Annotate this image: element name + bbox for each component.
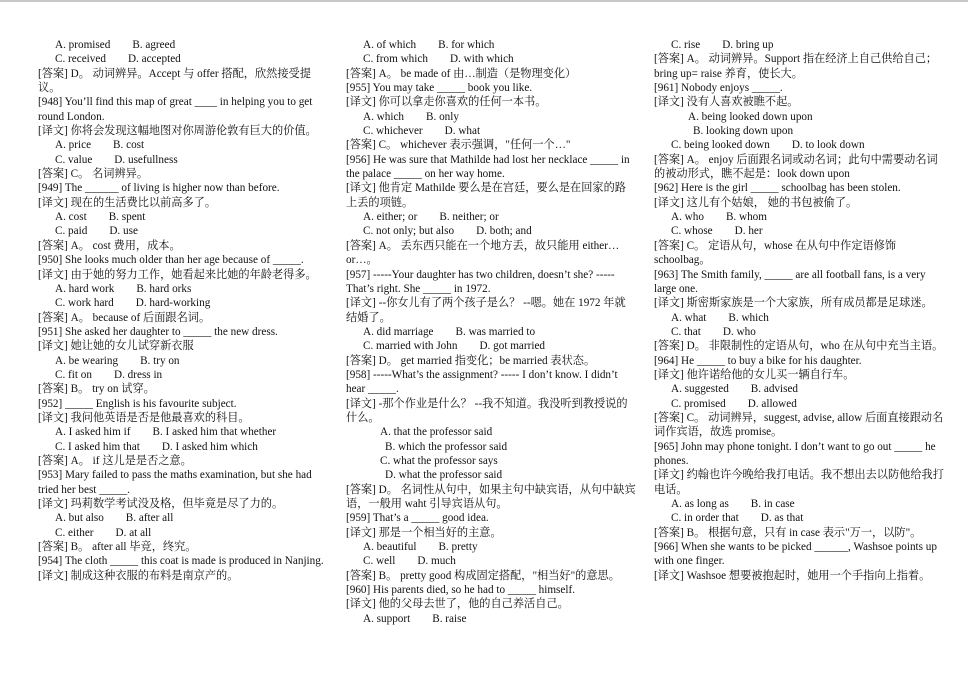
answer-option: B. cost [113,139,145,152]
translation-text: [译文] 他的父母去世了，他的自己养活自己。 [346,598,569,611]
answer-explanation: [答案] B。 after all 毕竞，终究。 [38,541,197,554]
answer-option: B. was married to [455,325,536,338]
option-row [38,511,328,525]
answer-option: C. well [363,555,396,568]
answer-option: C. promised [671,397,726,410]
answer-option: C. paid [55,225,88,238]
answer-option: A. did marriage [363,325,434,338]
answer-option: A. suggested [671,383,729,396]
answer-explanation: [答案] B。 try on 试穿。 [38,383,155,396]
answer-option: D. got married [479,340,546,353]
answer-option: C. either [55,526,94,539]
answer-option: C. received [55,53,106,66]
option-row [654,382,944,396]
option-row [38,38,328,52]
answer-explanation: [答案] A。 cost 费用，成本。 [38,239,181,252]
answer-option: B. I asked him that whether [152,426,277,439]
answer-option: C. in order that [671,512,739,525]
answer-option: D. usefullness [114,153,178,166]
question-text: [950] She looks much older than her age because of _____. [38,254,304,267]
answer-explanation: [答案] C。 名词辨异。 [38,168,149,181]
option-row [38,224,328,238]
answer-option: D. her [734,225,763,238]
question-text: [953] Mary failed to pass the maths examination, but she had tried her best _____. [38,469,312,496]
answer-option: C. not only; but also [363,225,455,238]
answer-explanation: [答案] C。 whichever 表示强调，"任何一个…" [346,139,571,152]
option-row [346,454,636,483]
translation-text: [译文] 他肯定 Mathilde 要么是在宫廷，要么是在回家的路上丢的项链。 [346,182,626,209]
translation-text: [译文] 斯密斯家族是一个大家族，所有成员都是足球迷。 [654,297,933,310]
translation-text: [译文] 玛莉数学考试没及格，但毕竟是尽了力的。 [38,498,284,510]
answer-explanation: [答案] D。 非限制性的定语从句，who 在从句中充当主语。 [654,340,944,353]
answer-explanation: [答案] C。 动词辨异，suggest, advise, allow 后面直接跟动名词作宾语，故选 promise。 [654,411,944,439]
answer-option: C. that [671,325,701,338]
option-row [38,282,328,296]
answer-option: A. promised [55,39,111,51]
answer-option: D. dress in [113,368,163,381]
option-row [654,38,944,52]
column-middle [346,38,636,626]
translation-text: [译文] 你将会发现这幅地图对你周游伦敦有巨大的价值。 [38,125,317,138]
answer-option: A. but also [55,512,104,525]
answer-option: C. married with John [363,340,458,353]
translation-text: [译文] 她让她的女儿试穿新衣服 [38,340,194,353]
option-row [654,311,944,325]
translation-text: [译文] 你可以拿走你喜欢的任何一本书。 [346,96,547,109]
answer-option: B. whom [725,211,767,224]
answer-explanation: [答案] A。 丢东西只能在一个地方丢，故只能用 either…or…。 [346,239,620,267]
answer-option: D. both; and [476,225,532,238]
answer-option: D. as that [760,512,804,525]
answer-option: A. either; or [363,211,418,224]
translation-text: [译文] 约翰也许今晚给我打电话。我不想出去以防他给我打电话。 [654,469,944,496]
option-row [654,397,944,411]
question-text: [949] The ______ of living is higher now than before. [38,182,280,195]
answer-option: A. that the professor said [380,426,493,439]
option-row [38,440,328,454]
option-row [346,339,636,353]
column-left [38,38,328,583]
answer-explanation: [答案] A。 enjoy 后面跟名词或动名词；此句中需要动名词的被动形式，瞧不起是：look down upon [654,153,938,181]
answer-option: D. I asked him which [161,440,258,453]
answer-option: B. looking down upon [693,125,794,138]
answer-option: B. which [728,311,769,324]
option-row [38,296,328,310]
answer-option: D. bring up [722,39,774,51]
answer-option: C. whose [671,225,713,238]
answer-option: D. to look down [791,139,865,152]
answer-option: D. what [444,125,481,138]
option-row [38,425,328,439]
option-row [654,138,944,152]
answer-option: A. price [55,139,92,152]
option-row [38,526,328,540]
answer-option: B. try on [140,354,180,367]
answer-explanation: [答案] A。 if 这儿是是否之意。 [38,454,192,467]
answer-option: C. rise [671,39,701,51]
answer-option: A. be wearing [55,354,119,367]
question-text: [959] That’s a _____ good idea. [346,512,489,525]
translation-text: [译文] --你女儿有了两个孩子是么？ --嗯。她在 1972 年就结婚了。 [346,297,626,324]
answer-option: D. with which [449,53,514,66]
answer-option: B. which the professor said [385,440,508,453]
question-text: [962] Here is the girl _____ schoolbag has been stolen. [654,182,901,195]
answer-option: B. after all [125,512,174,525]
answer-option: D. allowed [747,397,797,410]
option-row [654,511,944,525]
answer-option: B. advised [750,383,799,396]
answer-explanation: [答案] D。 动词辨异。Accept 与 offer 搭配，欣然接受提议。 [38,67,311,95]
translation-text: [译文] 他许诺给他的女儿买一辆自行车。 [654,368,855,381]
answer-explanation: [答案] D。 名词性从句中，如果主句中缺宾语，从句中缺宾语，一般用 waht 引导宾语从句。 [346,483,636,510]
answer-explanation: [答案] A。 because of 后面跟名词。 [38,311,211,324]
option-row [38,368,328,382]
answer-option: C. work hard [55,297,114,310]
option-row [654,110,944,139]
option-row [346,325,636,339]
answer-option: B. in case [750,498,795,510]
translation-text: [译文] 那是一个相当好的主意。 [346,526,502,539]
answer-explanation: [答案] B。 pretty good 构成固定搭配，"相当好"的意思。 [346,569,620,582]
answer-option: A. what [671,311,707,324]
answer-option: C. I asked him that [55,440,140,453]
answer-explanation: [答案] D。 get married 指变化；be married 表状态。 [346,354,596,367]
question-text: [963] The Smith family, _____ are all football fans, is a very large one. [654,268,926,295]
option-row [346,210,636,224]
answer-option: B. spent [108,211,146,224]
answer-explanation: [答案] A。 动词辨异。Support 指在经济上自己供给自己；bring up= raise 养育，使长大。 [654,53,938,80]
answer-option: B. only [426,110,459,123]
answer-option: D. accepted [127,53,181,66]
answer-explanation: [答案] A。 be made of 由…制造（是物理变化） [346,67,577,80]
question-text: [964] He _____ to buy a bike for his daughter. [654,354,862,367]
translation-text: [译文] 制成这种衣服的布料是南京产的。 [38,569,239,582]
translation-text: [译文] 我问他英语是否是他最喜欢的科目。 [38,411,250,424]
answer-option: D. who [722,325,756,338]
answer-option: D. hard-working [135,297,211,310]
option-row [346,224,636,238]
answer-option: A. cost [55,211,87,224]
answer-option: B. agreed [132,39,176,51]
option-row [346,612,636,626]
question-text: [954] The cloth _____ this coat is made is produced in Nanjing. [38,555,324,568]
answer-option: A. hard work [55,282,115,295]
translation-text: [译文] -那个作业是什么？ --我不知道。我没听到教授说的什么。 [346,397,628,424]
option-row [346,38,636,52]
answer-option: B. for which [438,39,495,51]
document-page [0,38,968,678]
question-text: [961] Nobody enjoys _____. [654,82,783,95]
answer-explanation: [答案] C。 定语从句，whose 在从句中作定语修饰 schoolbag。 [654,239,897,267]
option-row [346,124,636,138]
option-row [346,52,636,66]
option-row [654,224,944,238]
answer-option: C. what the professor says [380,454,498,467]
answer-option: B. hard orks [136,282,192,295]
answer-option: C. value [55,153,93,166]
option-row [346,554,636,568]
translation-text: [译文] 这儿有个姑娘， 她的书包被偷了。 [654,196,858,209]
option-row [38,52,328,66]
option-row [38,354,328,368]
answer-option: C. from which [363,53,428,66]
column-right [654,38,944,583]
answer-explanation: [答案] B。 根据句意，只有 in case 表示"万一，以防"。 [654,526,922,539]
answer-option: A. being looked down upon [688,110,813,123]
option-row [38,153,328,167]
answer-option: D. use [109,225,138,238]
answer-option: C. being looked down [671,139,770,152]
option-row [38,210,328,224]
question-text: [951] She asked her daughter to _____ the new dress. [38,325,278,338]
answer-option: A. which [363,110,405,123]
answer-option: C. whichever [363,125,423,138]
translation-text: [译文] 现在的生活费比以前高多了。 [38,196,217,209]
translation-text: [译文] Washsoe 想要被抱起时，她用一个手指向上指着。 [654,569,931,582]
answer-option: A. of which [363,39,417,51]
option-row [346,425,636,454]
answer-option: D. at all [115,526,152,539]
option-row [654,210,944,224]
answer-option: D. much [417,555,456,568]
translation-text: [译文] 由于她的努力工作，她看起来比她的年龄老得多。 [38,268,317,281]
question-text: [955] You may take _____ book you like. [346,82,533,95]
question-text: [960] His parents died, so he had to _____ himself. [346,584,575,597]
option-row [346,540,636,554]
answer-option: A. beautiful [363,541,417,554]
question-text: [948] You’ll find this map of great ____ in helping you to get round London. [38,96,313,123]
question-text: [956] He was sure that Mathilde had lost her necklace _____ in the palace _____ on her way home. [346,153,630,181]
answer-option: A. as long as [671,498,729,510]
option-row [38,138,328,152]
question-text: [966] When she wants to be picked ______, Washsoe points up with one finger. [654,541,937,568]
answer-option: B. raise [432,612,467,625]
answer-option: B. pretty [438,541,478,554]
question-text: [957] -----Your daughter has two children, doesn’t she? -----That’s right. She _____ in 1972. [346,268,615,295]
option-row [346,110,636,124]
answer-option: D. what the professor said [385,469,503,482]
answer-option: A. who [671,211,704,224]
answer-option: C. fit on [55,368,92,381]
option-row [654,325,944,339]
question-text: [952] _____ English is his favourite subject. [38,397,237,410]
page-top-border [0,0,968,2]
answer-option: A. I asked him if [55,426,131,439]
answer-option: A. support [363,612,411,625]
option-row [654,497,944,511]
question-text: [958] -----What’s the assignment? ----- I don’t know. I didn’t hear _____. [346,368,618,396]
answer-option: B. neither; or [439,211,499,224]
question-text: [965] John may phone tonight. I don’t want to go out _____ he phones. [654,440,936,467]
translation-text: [译文] 没有人喜欢被瞧不起。 [654,96,799,109]
